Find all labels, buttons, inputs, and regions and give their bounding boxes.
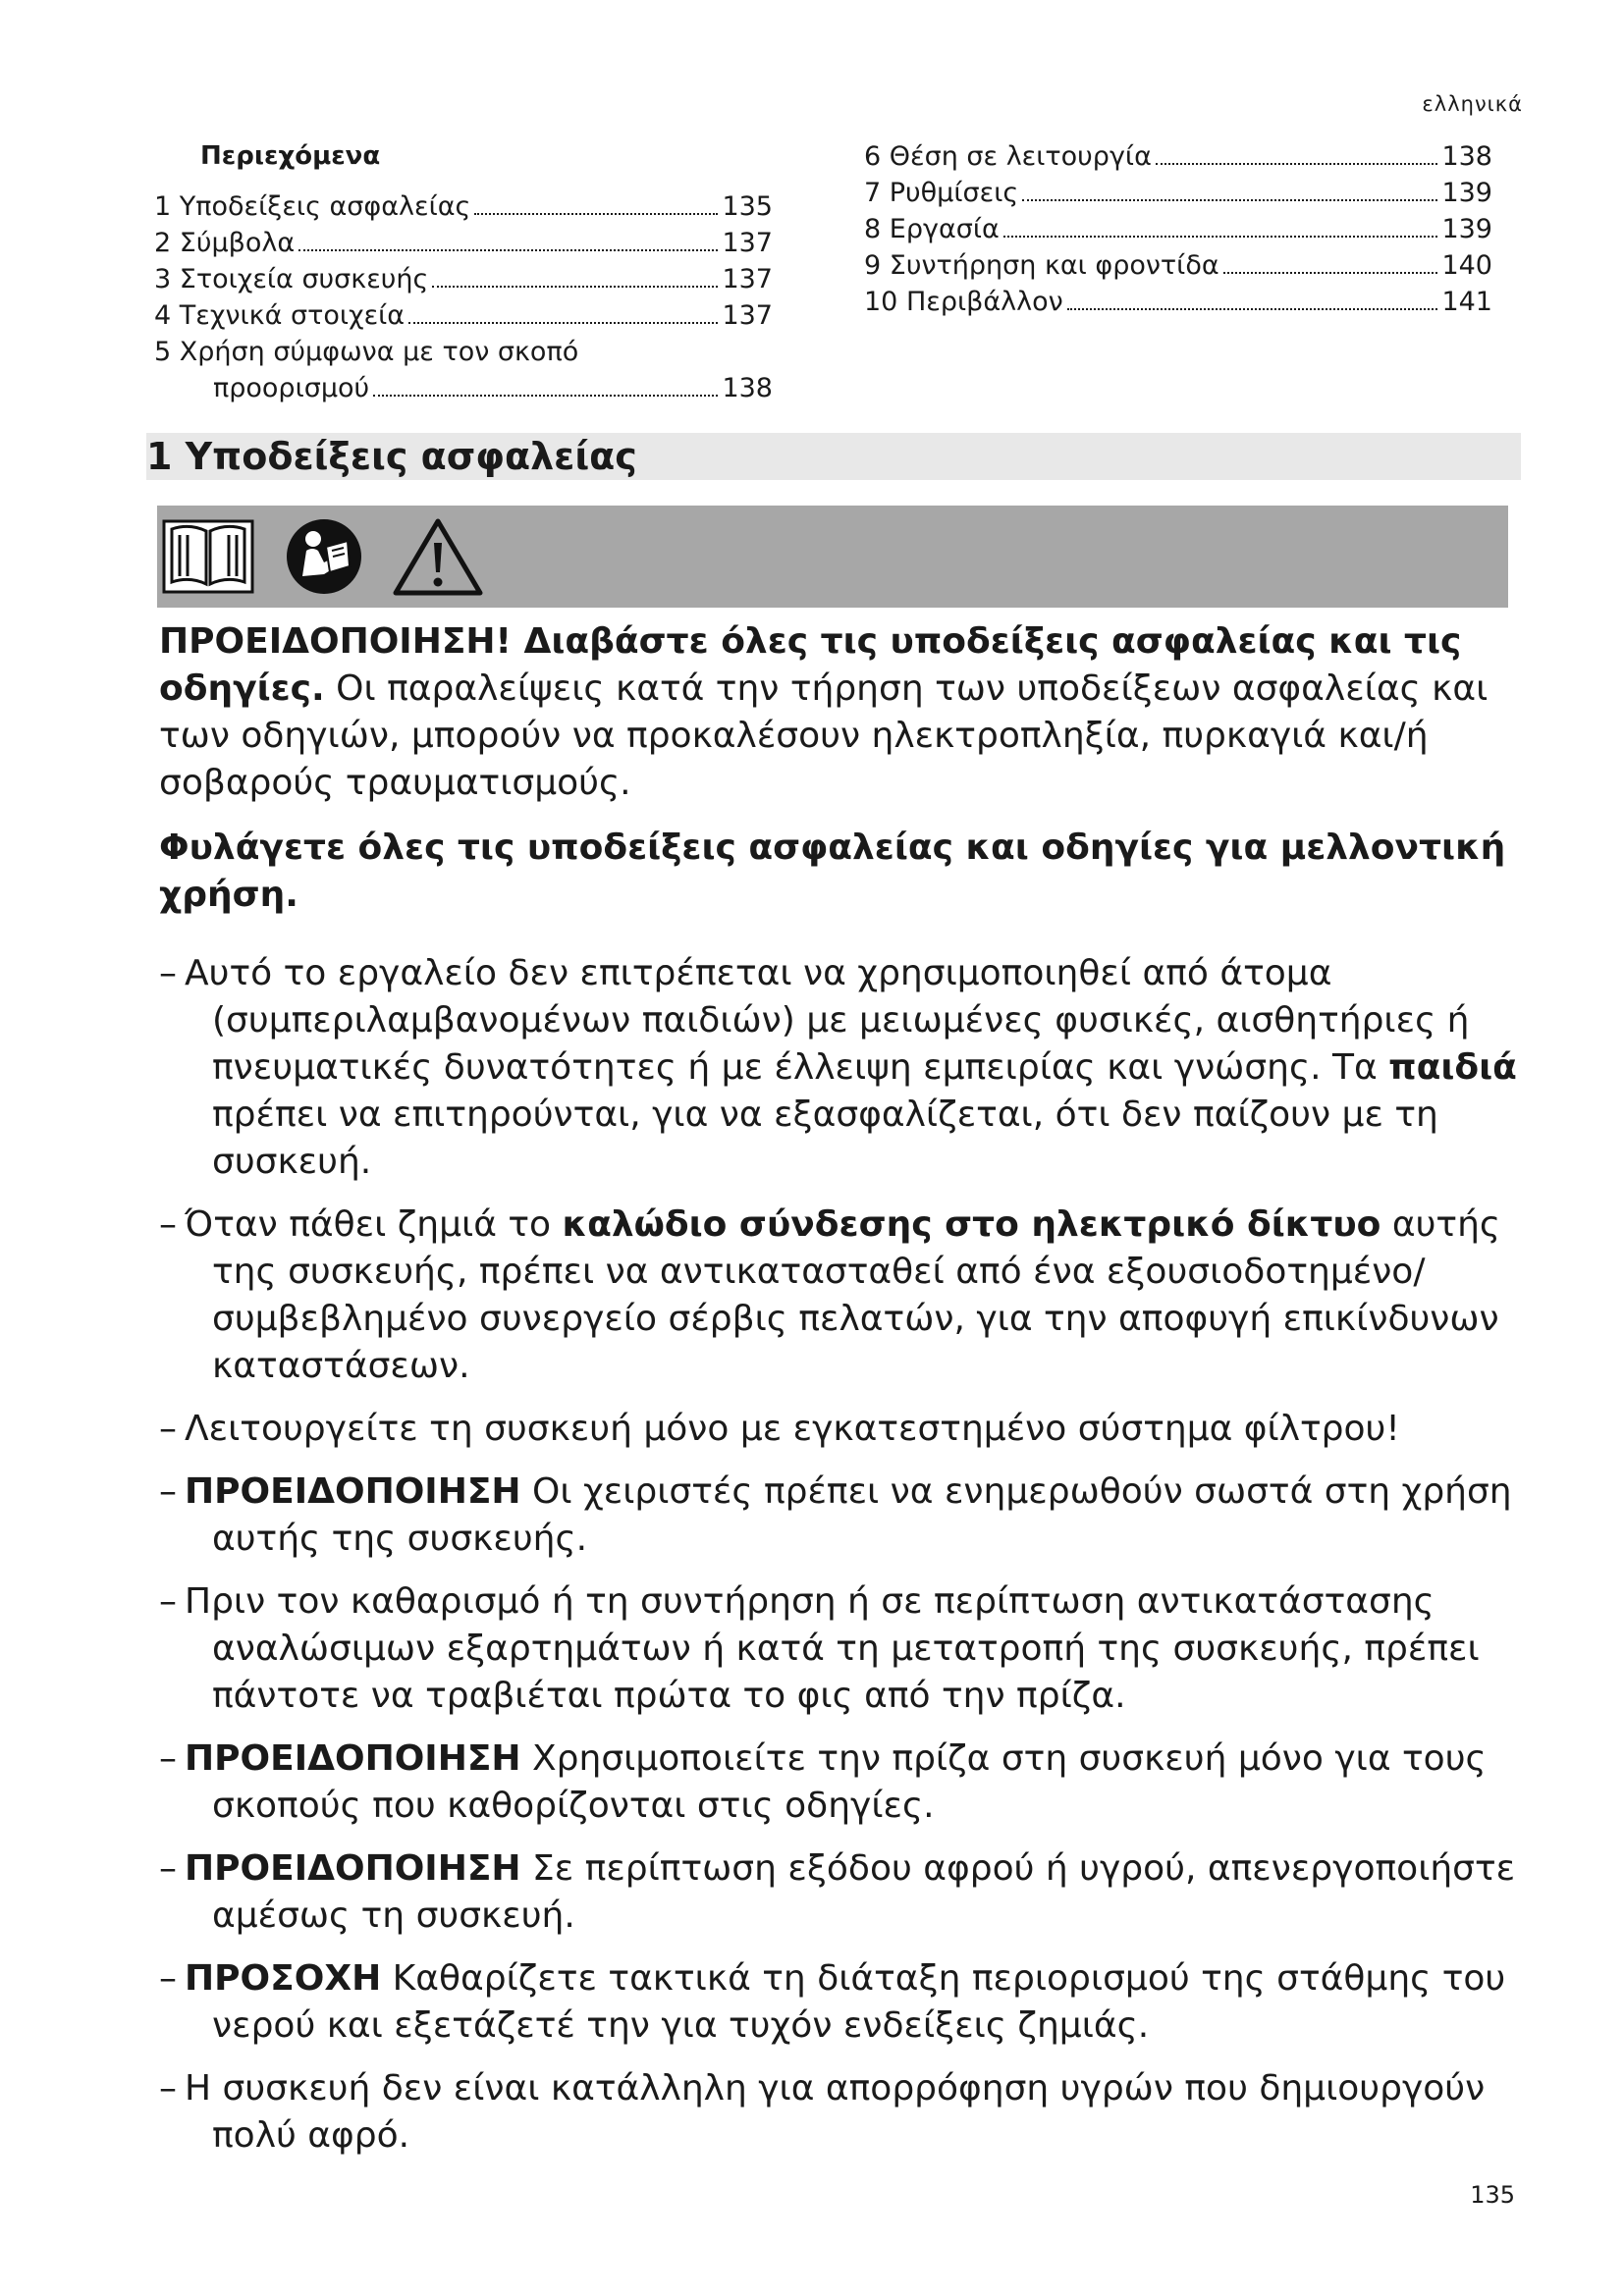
toc-entry xyxy=(154,225,773,261)
bullet-bold: ΠΡΟΕΙΔΟΠΟΙΗΣΗ xyxy=(185,1848,521,1889)
warning-intro-text: Οι παραλείψεις κατά την τήρηση των υποδείξεων ασφαλείας και των οδηγιών, μπορούν να προκαλέσουν ηλεκτροπληξία, πυρκαγιά και/ή σοβαρούς τραυματισμούς. xyxy=(159,668,1489,803)
toc-entry-page: 137 xyxy=(722,300,773,331)
bullet-bold: παιδιά xyxy=(1388,1047,1517,1088)
toc-dot-leader xyxy=(373,395,718,397)
toc-entry xyxy=(154,334,773,370)
toc-entry-page: 137 xyxy=(722,264,773,294)
safety-content xyxy=(159,618,1524,2175)
toc-heading: Περιεχόμενα xyxy=(200,141,381,171)
toc-entry-page: 139 xyxy=(1441,178,1492,208)
bullet-dash: – xyxy=(159,1409,177,1449)
bullet-pre: Αυτό το εργαλείο δεν επιτρέπεται να χρησιμοποιηθεί από άτομα (συμπεριλαμβανομένων παιδιών) με μειωμένες φυσικές, αισθητήριες ή πνευματικές δυνατότητες ή με έλλειψη εμπειρίας και γνώσης. Τα xyxy=(185,953,1470,1088)
bullet-dash: – xyxy=(159,1738,177,1779)
toc-dot-leader xyxy=(474,213,718,215)
keep-instructions-note: Φυλάγετε όλες τις υποδείξεις ασφαλείας και οδηγίες για μελλοντική χρήση. xyxy=(159,828,1506,915)
warning-triangle-icon xyxy=(393,517,483,596)
bullet-pre: Όταν πάθει ζημιά το xyxy=(185,1204,563,1245)
bullet-dash: – xyxy=(159,1958,177,1999)
toc-dot-leader xyxy=(1156,163,1438,165)
toc-entry xyxy=(864,211,1492,247)
bullet-dash: – xyxy=(159,1471,177,1512)
toc-entry-page: 138 xyxy=(722,373,773,403)
bullet-post: αυτής της συσκευής, πρέπει να αντικατασταθεί από ένα εξουσιοδοτημένο/συμβεβλημένο συνεργείο σέρβις πελατών, για την αποφυγή επικίνδυνων καταστάσεων. xyxy=(212,1204,1501,1386)
bullet-dash: – xyxy=(159,2068,177,2109)
toc-entry-page: 138 xyxy=(1441,141,1492,172)
toc-entry xyxy=(154,297,773,334)
safety-bullet xyxy=(159,1955,1524,2050)
bullet-bold: καλώδιο σύνδεσης στο ηλεκτρικό δίκτυο xyxy=(562,1204,1381,1245)
toc-entry-title: προορισμού xyxy=(213,373,370,403)
toc-entry-page: 139 xyxy=(1441,214,1492,244)
toc-entry-title: 8 Εργασία xyxy=(864,214,1000,244)
safety-bullet xyxy=(159,1201,1524,1390)
language-label: ελληνικά xyxy=(1422,92,1523,116)
safety-bullet xyxy=(159,1406,1524,1453)
bullet-text xyxy=(185,1581,1480,1716)
toc-entry-page: 135 xyxy=(722,191,773,222)
toc-dot-leader xyxy=(298,249,718,251)
bullet-post: Καθαρίζετε τακτικά τη διάταξη περιορισμού της στάθμης του νερού και εξετάζετέ την για τυχόν ενδείξεις ζημιάς. xyxy=(212,1958,1506,2046)
bullet-post: Σε περίπτωση εξόδου αφρού ή υγρού, απενεργοποιήστε αμέσως τη συσκευή. xyxy=(212,1848,1516,1936)
toc-left-column xyxy=(154,188,773,406)
page-number: 135 xyxy=(1470,2181,1515,2209)
safety-bullet-list xyxy=(159,950,1524,2160)
bullet-dash: – xyxy=(159,1848,177,1889)
safety-bullet xyxy=(159,950,1524,1186)
bullet-bold: ΠΡΟΣΟΧΗ xyxy=(185,1958,382,1999)
toc-entry xyxy=(864,247,1492,284)
section-header-bar xyxy=(146,433,1521,480)
safety-bullet xyxy=(159,1735,1524,1830)
safety-icon-bar xyxy=(157,506,1508,608)
toc-entry xyxy=(154,261,773,297)
toc-entry xyxy=(154,188,773,225)
safety-bullet xyxy=(159,1578,1524,1720)
bullet-bold: ΠΡΟΕΙΔΟΠΟΙΗΣΗ xyxy=(185,1471,521,1512)
toc-entry-page: 140 xyxy=(1441,250,1492,281)
safety-bullet xyxy=(159,1845,1524,1940)
bullet-dash: – xyxy=(159,1204,177,1245)
toc-entry-title: 9 Συντήρηση και φροντίδα xyxy=(864,250,1219,281)
bullet-dash: – xyxy=(159,1581,177,1622)
toc-entry-title: 2 Σύμβολα xyxy=(154,228,296,258)
safety-bullet xyxy=(159,2065,1524,2160)
toc-entry-title: 6 Θέση σε λειτουργία xyxy=(864,141,1152,172)
toc-entry-title: 3 Στοιχεία συσκευής xyxy=(154,264,429,294)
bullet-text xyxy=(185,1848,1515,1936)
read-instructions-icon xyxy=(285,517,363,596)
bullet-text xyxy=(185,1471,1512,1559)
section-title: 1 Υποδείξεις ασφαλείας xyxy=(146,435,637,478)
toc-entry-title: 4 Τεχνικά στοιχεία xyxy=(154,300,406,331)
bullet-pre: Πριν τον καθαρισμό ή τη συντήρηση ή σε περίπτωση αντικατάστασης αναλώσιμων εξαρτημάτων ή κατά τη μετατροπή της συσκευής, πρέπει πάντοτε να τραβιέται πρώτα το φις από την πρίζα. xyxy=(185,1581,1480,1716)
toc-dot-leader xyxy=(1223,272,1438,274)
bullet-post: Χρησιμοποιείτε την πρίζα στη συσκευή μόνο για τους σκοπούς που καθορίζονται στις οδηγίες. xyxy=(212,1738,1487,1826)
bullet-post: Οι χειριστές πρέπει να ενημερωθούν σωστά στη χρήση αυτής της συσκευής. xyxy=(212,1471,1512,1559)
toc-entry-page: 137 xyxy=(722,228,773,258)
bullet-text xyxy=(185,1738,1487,1826)
toc-right-column xyxy=(864,138,1492,320)
bullet-post: πρέπει να επιτηρούνται, για να εξασφαλίζεται, ότι δεν παίζουν με τη συσκευή. xyxy=(212,1095,1438,1182)
toc-dot-leader xyxy=(432,286,718,288)
bullet-pre: Η συσκευή δεν είναι κατάλληλη για απορρόφηση υγρών που δημιουργούν πολύ αφρό. xyxy=(185,2068,1486,2156)
bullet-text xyxy=(185,1204,1500,1386)
bullet-pre: Λειτουργείτε τη συσκευή μόνο με εγκατεστημένο σύστημα φίλτρου! xyxy=(185,1409,1400,1449)
toc-entry xyxy=(154,370,773,406)
toc-entry-title: 1 Υποδείξεις ασφαλείας xyxy=(154,191,471,222)
toc-entry-page: 141 xyxy=(1441,287,1492,317)
toc-entry xyxy=(864,138,1492,175)
bullet-text xyxy=(185,1958,1505,2046)
toc-dot-leader xyxy=(1067,308,1438,310)
warning-intro xyxy=(159,618,1524,807)
toc-entry xyxy=(864,284,1492,320)
bullet-dash: – xyxy=(159,953,177,993)
manual-book-icon xyxy=(162,517,254,596)
toc-entry-title: 5 Χρήση σύμφωνα με τον σκοπό xyxy=(154,337,579,367)
bullet-text xyxy=(185,1409,1400,1449)
safety-bullet xyxy=(159,1468,1524,1563)
bullet-text xyxy=(185,2068,1485,2156)
toc-entry xyxy=(864,175,1492,211)
toc-dot-leader xyxy=(1022,199,1437,201)
warning-intro-bold: ΠΡΟΕΙΔΟΠΟΙΗΣΗ! Διαβάστε όλες τις υποδείξεις ασφαλείας και τις οδηγίες. xyxy=(159,621,1462,709)
toc-entry-title: 7 Ρυθμίσεις xyxy=(864,178,1019,208)
toc-entry-title: 10 Περιβάλλον xyxy=(864,287,1063,317)
toc-dot-leader xyxy=(408,322,718,324)
bullet-text xyxy=(185,953,1517,1182)
toc-dot-leader xyxy=(1003,236,1438,238)
bullet-bold: ΠΡΟΕΙΔΟΠΟΙΗΣΗ xyxy=(185,1738,521,1779)
